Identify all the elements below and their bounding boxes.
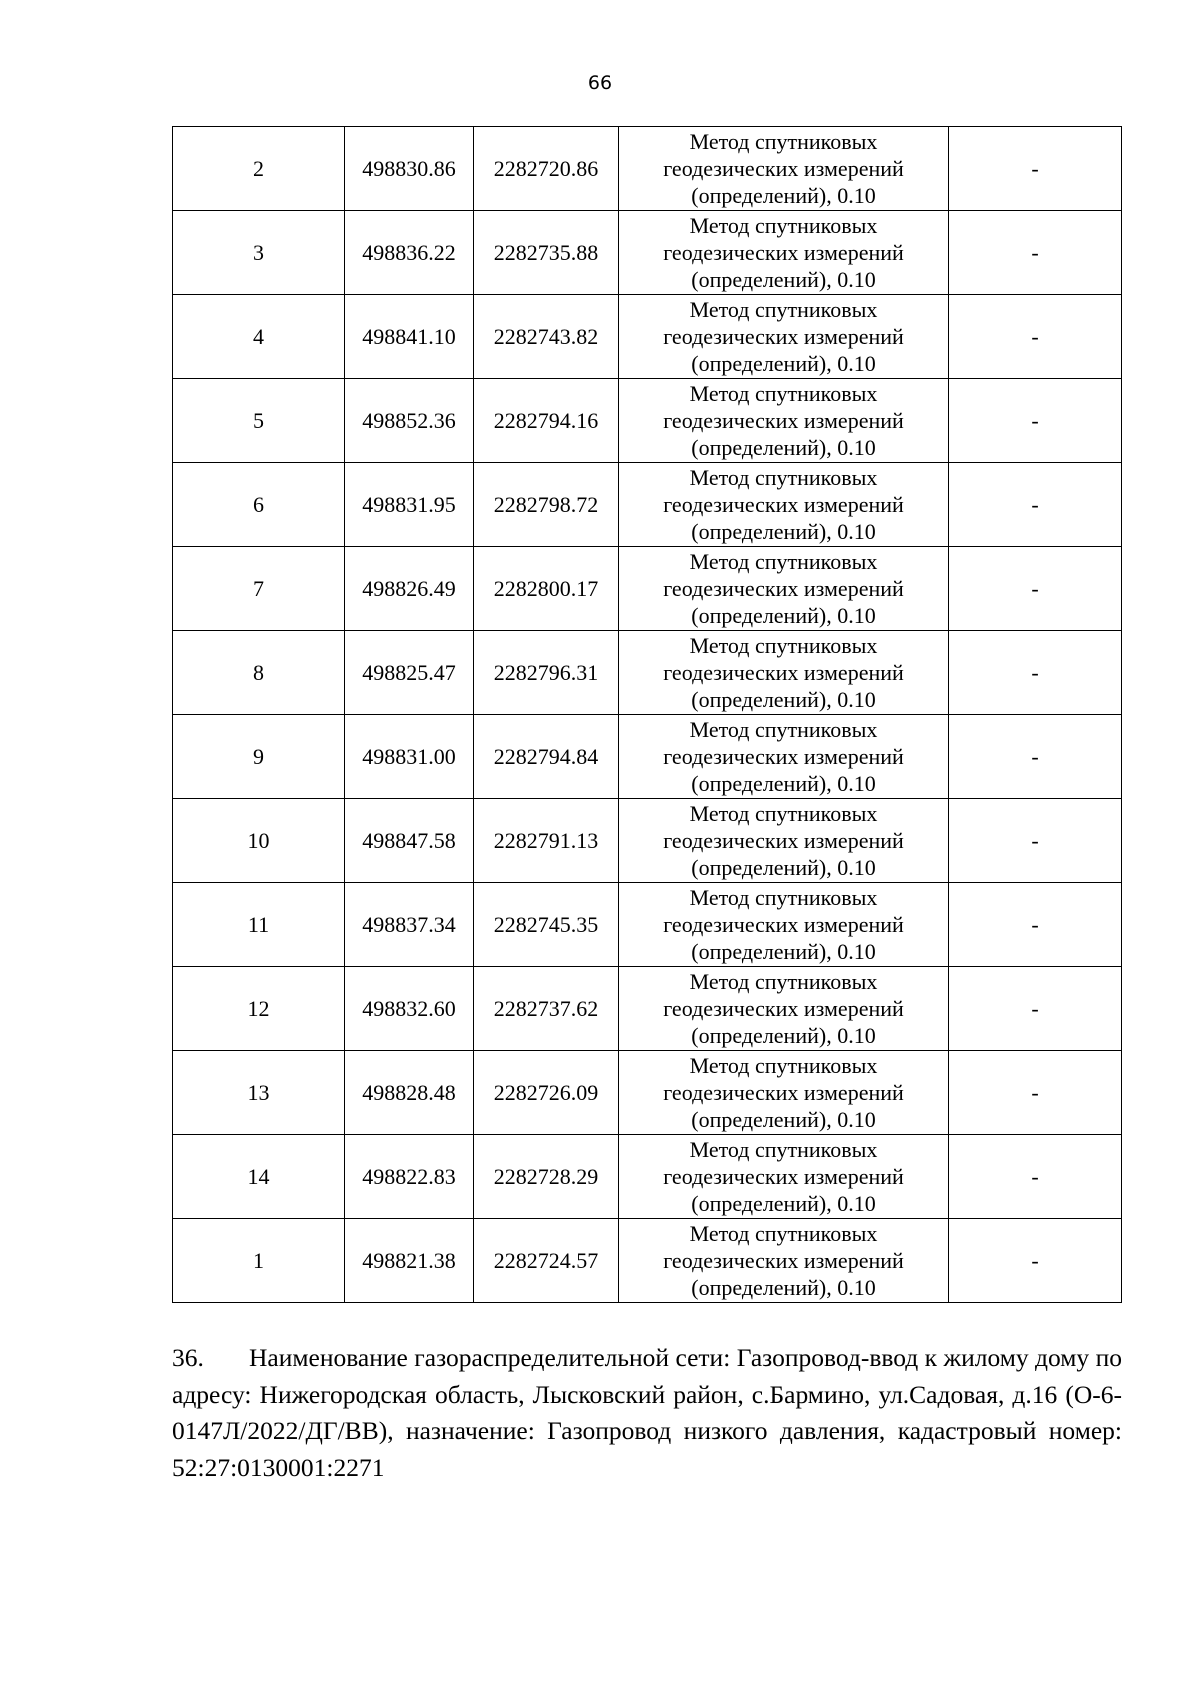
point-number-cell: 10 [173, 799, 345, 883]
description-cell: - [949, 295, 1122, 379]
table-row [173, 379, 1122, 463]
table-row [173, 883, 1122, 967]
point-number-cell: 3 [173, 211, 345, 295]
method-line: геодезических измерений [663, 324, 904, 349]
x-coordinate-cell: 498852.36 [345, 379, 474, 463]
x-coordinate-cell: 498821.38 [345, 1219, 474, 1303]
table-row [173, 295, 1122, 379]
y-coordinate-cell: 2282720.86 [474, 127, 619, 211]
method-line: Метод спутниковых [689, 1053, 878, 1078]
y-coordinate-cell: 2282794.84 [474, 715, 619, 799]
point-number-cell: 13 [173, 1051, 345, 1135]
method-cell [619, 1051, 949, 1135]
coordinates-table-body [173, 127, 1122, 1303]
point-number-cell: 8 [173, 631, 345, 715]
method-line: Метод спутниковых [689, 633, 878, 658]
point-number-cell: 1 [173, 1219, 345, 1303]
method-line: геодезических измерений [663, 1080, 904, 1105]
x-coordinate-cell: 498828.48 [345, 1051, 474, 1135]
y-coordinate-cell: 2282728.29 [474, 1135, 619, 1219]
y-coordinate-cell: 2282726.09 [474, 1051, 619, 1135]
x-coordinate-cell: 498837.34 [345, 883, 474, 967]
method-line: Метод спутниковых [689, 885, 878, 910]
y-coordinate-cell: 2282743.82 [474, 295, 619, 379]
x-coordinate-cell: 498825.47 [345, 631, 474, 715]
table-row [173, 1219, 1122, 1303]
x-coordinate-cell: 498822.83 [345, 1135, 474, 1219]
x-coordinate-cell: 498831.95 [345, 463, 474, 547]
table-row [173, 715, 1122, 799]
method-line: Метод спутниковых [689, 549, 878, 574]
point-number-cell: 11 [173, 883, 345, 967]
table-row [173, 967, 1122, 1051]
method-line: геодезических измерений [663, 576, 904, 601]
method-line: геодезических измерений [663, 408, 904, 433]
method-line: геодезических измерений [663, 912, 904, 937]
method-line: Метод спутниковых [689, 969, 878, 994]
table-row [173, 547, 1122, 631]
method-line: (определений), 0.10 [691, 687, 876, 712]
method-cell [619, 1219, 949, 1303]
method-line: Метод спутниковых [689, 381, 878, 406]
method-line: (определений), 0.10 [691, 435, 876, 460]
method-cell [619, 547, 949, 631]
y-coordinate-cell: 2282791.13 [474, 799, 619, 883]
method-line: (определений), 0.10 [691, 939, 876, 964]
method-line: (определений), 0.10 [691, 1107, 876, 1132]
method-cell [619, 715, 949, 799]
method-line: Метод спутниковых [689, 213, 878, 238]
method-cell [619, 379, 949, 463]
method-line: (определений), 0.10 [691, 855, 876, 880]
method-line: Метод спутниковых [689, 1221, 878, 1246]
method-line: (определений), 0.10 [691, 183, 876, 208]
point-number-cell: 6 [173, 463, 345, 547]
method-line: (определений), 0.10 [691, 267, 876, 292]
point-number-cell: 14 [173, 1135, 345, 1219]
method-cell [619, 127, 949, 211]
description-cell: - [949, 631, 1122, 715]
description-cell: - [949, 1219, 1122, 1303]
method-line: геодезических измерений [663, 240, 904, 265]
x-coordinate-cell: 498832.60 [345, 967, 474, 1051]
y-coordinate-cell: 2282745.35 [474, 883, 619, 967]
page-number: 66 [587, 72, 613, 94]
y-coordinate-cell: 2282724.57 [474, 1219, 619, 1303]
description-cell: - [949, 463, 1122, 547]
description-cell: - [949, 1051, 1122, 1135]
description-cell: - [949, 883, 1122, 967]
table-row [173, 211, 1122, 295]
method-line: геодезических измерений [663, 996, 904, 1021]
x-coordinate-cell: 498847.58 [345, 799, 474, 883]
method-line: геодезических измерений [663, 1248, 904, 1273]
description-cell: - [949, 211, 1122, 295]
method-cell [619, 211, 949, 295]
method-line: геодезических измерений [663, 660, 904, 685]
x-coordinate-cell: 498826.49 [345, 547, 474, 631]
y-coordinate-cell: 2282737.62 [474, 967, 619, 1051]
method-cell [619, 295, 949, 379]
description-cell: - [949, 715, 1122, 799]
method-line: геодезических измерений [663, 156, 904, 181]
coordinates-table [172, 126, 1122, 1303]
y-coordinate-cell: 2282800.17 [474, 547, 619, 631]
description-cell: - [949, 799, 1122, 883]
point-number-cell: 7 [173, 547, 345, 631]
method-cell [619, 799, 949, 883]
description-cell: - [949, 547, 1122, 631]
description-cell: - [949, 127, 1122, 211]
section-number: 36. [172, 1343, 204, 1372]
section-text: Наименование газораспределительной сети: Газопровод-ввод к жилому дому по адресу: Нижегородская область, Лысковский район, с.Бармино, ул.Садовая, д.16 (О-6-0147Л/2022/ДГ/ВВ), назначение: Газопровод низкого давления, кадастровый номер: 52:27:0130001:2271 [172, 1343, 1122, 1482]
method-cell [619, 967, 949, 1051]
method-line: (определений), 0.10 [691, 603, 876, 628]
description-cell: - [949, 967, 1122, 1051]
method-line: (определений), 0.10 [691, 1191, 876, 1216]
point-number-cell: 5 [173, 379, 345, 463]
y-coordinate-cell: 2282794.16 [474, 379, 619, 463]
method-line: (определений), 0.10 [691, 351, 876, 376]
method-line: Метод спутниковых [689, 297, 878, 322]
y-coordinate-cell: 2282798.72 [474, 463, 619, 547]
method-cell [619, 463, 949, 547]
method-line: (определений), 0.10 [691, 1023, 876, 1048]
table-row [173, 463, 1122, 547]
table-row [173, 631, 1122, 715]
point-number-cell: 12 [173, 967, 345, 1051]
method-cell [619, 1135, 949, 1219]
table-row [173, 799, 1122, 883]
section-paragraph [172, 1340, 1122, 1486]
table-row [173, 1051, 1122, 1135]
method-line: Метод спутниковых [689, 801, 878, 826]
method-line: Метод спутниковых [689, 465, 878, 490]
table-row [173, 1135, 1122, 1219]
y-coordinate-cell: 2282735.88 [474, 211, 619, 295]
method-line: Метод спутниковых [689, 1137, 878, 1162]
method-line: (определений), 0.10 [691, 771, 876, 796]
point-number-cell: 2 [173, 127, 345, 211]
method-line: геодезических измерений [663, 492, 904, 517]
x-coordinate-cell: 498841.10 [345, 295, 474, 379]
method-cell [619, 631, 949, 715]
method-line: геодезических измерений [663, 828, 904, 853]
method-line: геодезических измерений [663, 744, 904, 769]
table-row [173, 127, 1122, 211]
point-number-cell: 9 [173, 715, 345, 799]
description-cell: - [949, 1135, 1122, 1219]
x-coordinate-cell: 498830.86 [345, 127, 474, 211]
point-number-cell: 4 [173, 295, 345, 379]
y-coordinate-cell: 2282796.31 [474, 631, 619, 715]
method-line: Метод спутниковых [689, 717, 878, 742]
description-cell: - [949, 379, 1122, 463]
x-coordinate-cell: 498836.22 [345, 211, 474, 295]
method-line: геодезических измерений [663, 1164, 904, 1189]
method-line: (определений), 0.10 [691, 519, 876, 544]
x-coordinate-cell: 498831.00 [345, 715, 474, 799]
method-cell [619, 883, 949, 967]
method-line: (определений), 0.10 [691, 1275, 876, 1300]
method-line: Метод спутниковых [689, 129, 878, 154]
